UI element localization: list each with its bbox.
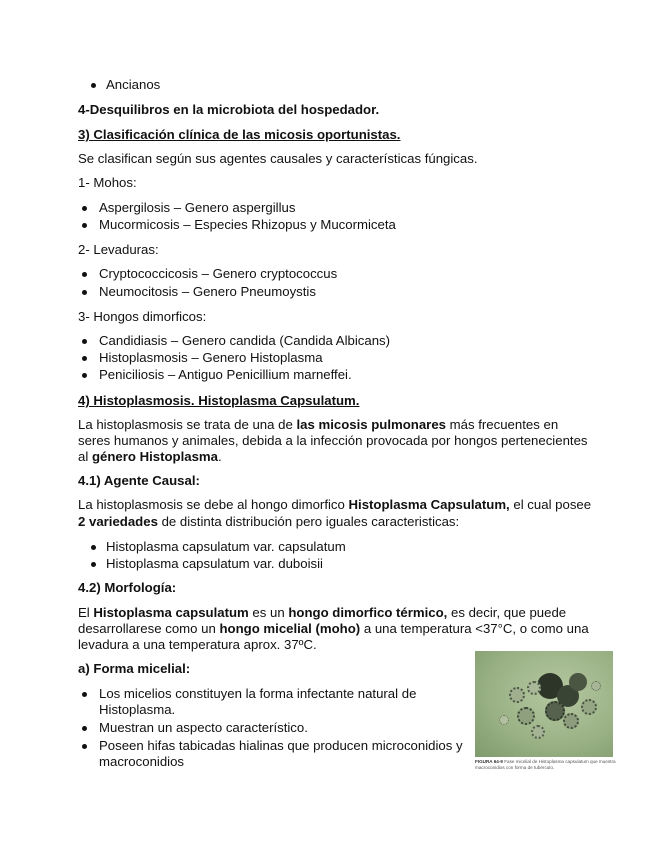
bullet-dot xyxy=(82,373,87,378)
histo-paragraph-line: La histoplasmosis se trata de una de las micosis pulmonares más frecuentes en xyxy=(78,417,559,432)
micelial-heading: a) Forma micelial: xyxy=(78,661,191,676)
figure-caption: FIGURA 64-9 Fase micelial de Histoplasma capsulatum que muestra macroconidios con forma de tubérculo. xyxy=(475,759,616,770)
bullet-dot xyxy=(82,356,87,361)
list-item: Candidiasis – Genero candida (Candida Albicans) xyxy=(99,333,391,348)
bullet-dot xyxy=(82,223,87,228)
histo-paragraph-line: al género Histoplasma. xyxy=(78,449,222,464)
section-3-heading: 3) Clasificación clínica de las micosis oportunistas. xyxy=(78,127,401,142)
list-item: Ancianos xyxy=(106,77,161,92)
bullet-dot xyxy=(82,339,87,344)
bullet-dot xyxy=(91,545,96,550)
morfologia-heading: 4.2) Morfología: xyxy=(78,580,177,595)
micrograph-image xyxy=(475,651,613,757)
list-item: Los micelios constituyen la forma infectante natural de xyxy=(99,686,417,701)
agente-paragraph-line: 2 variedades de distinta distribución pero iguales caracteristicas: xyxy=(78,514,460,529)
list-item-continuation: Histoplasma. xyxy=(99,702,176,717)
bullet-dot xyxy=(82,744,87,749)
list-item: Muestran un aspecto característico. xyxy=(99,720,308,735)
levaduras-heading: 2- Levaduras: xyxy=(78,242,159,257)
section-4-heading: 4-Desquilibros en la microbiota del hospedador. xyxy=(78,102,380,117)
bullet-dot xyxy=(82,272,87,277)
morfologia-paragraph-line: levadura a una temperatura aprox. 37ºC. xyxy=(78,637,317,652)
bullet-dot xyxy=(82,206,87,211)
histoplasmosis-heading: 4) Histoplasmosis. Histoplasma Capsulatum. xyxy=(78,393,360,408)
morfologia-paragraph-line: El Histoplasma capsulatum es un hongo dimorfico térmico, es decir, que puede xyxy=(78,605,567,620)
bullet-dot xyxy=(91,83,96,88)
bullet-dot xyxy=(91,562,96,567)
bullet-dot xyxy=(82,290,87,295)
dimorficos-heading: 3- Hongos dimorficos: xyxy=(78,309,207,324)
list-item: Histoplasma capsulatum var. capsulatum xyxy=(106,539,346,554)
bullet-dot xyxy=(82,692,87,697)
list-item: Cryptococcicosis – Genero cryptococcus xyxy=(99,266,338,281)
list-item: Neumocitosis – Genero Pneumoystis xyxy=(99,284,316,299)
list-item: Poseen hifas tabicadas hialinas que producen microconidios y xyxy=(99,738,463,753)
morfologia-paragraph-line: desarrollarese como un hongo micelial (moho) a una temperatura <37°C, o como una xyxy=(78,621,589,636)
section-3-intro: Se clasifican según sus agentes causales y características fúngicas. xyxy=(78,151,478,166)
histo-paragraph-line: seres humanos y animales, debida a la infección provocada por hongos pertenecientes xyxy=(78,433,588,448)
list-item-continuation: macroconidios xyxy=(99,754,185,769)
bullet-dot xyxy=(82,726,87,731)
list-item: Histoplasmosis – Genero Histoplasma xyxy=(99,350,323,365)
list-item: Mucormicosis – Especies Rhizopus y Mucormiceta xyxy=(99,217,396,232)
mohos-heading: 1- Mohos: xyxy=(78,175,137,190)
list-item: Histoplasma capsulatum var. duboisii xyxy=(106,556,323,571)
agente-heading: 4.1) Agente Causal: xyxy=(78,473,200,488)
agente-paragraph-line: La histoplasmosis se debe al hongo dimorfico Histoplasma Capsulatum, el cual posee xyxy=(78,497,592,512)
list-item: Aspergilosis – Genero aspergillus xyxy=(99,200,296,215)
list-item: Peniciliosis – Antiguo Penicillium marneffei. xyxy=(99,367,352,382)
